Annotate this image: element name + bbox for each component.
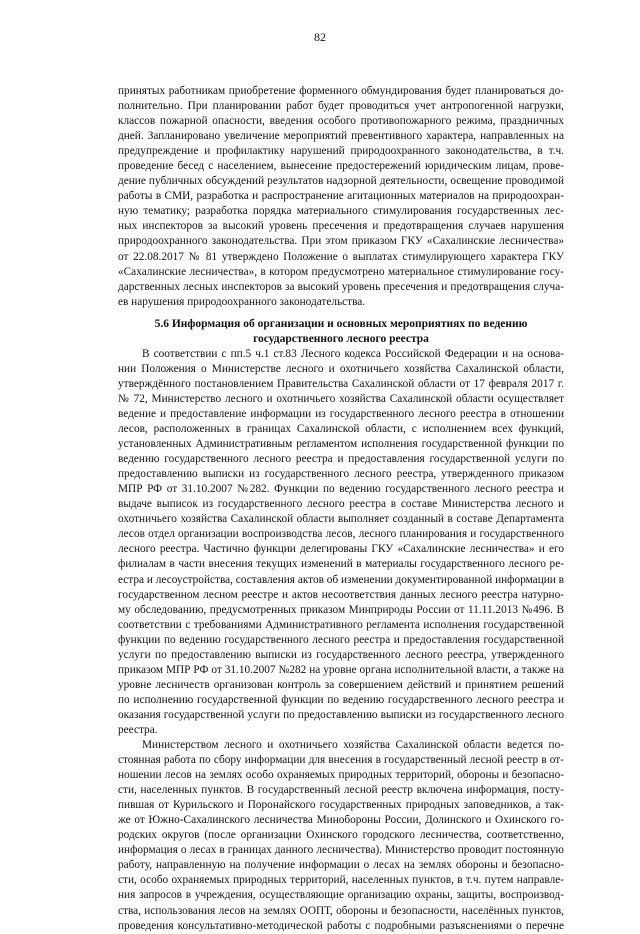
text-line: сти, особо охраняемых природных территорий, населенных пунктов, в т.ч. путем направле- — [118, 874, 564, 887]
text-line: проведения консультативно-методической работы с подробными разъяснениями о перечне — [118, 919, 564, 932]
text-line: лесов, расположенных в границах Сахалинской области, с исполнением всех функций, — [118, 423, 564, 436]
text-line: ных инспекторов за высокий уровень пресечения и предотвращения случаев нарушения — [118, 220, 564, 233]
text-line: функции по ведению государственного лесного реестра и предоставления государственной — [118, 633, 564, 646]
text-line: охотничьего хозяйства Сахалинской области выполняет созданный в составе Департамента — [118, 513, 564, 526]
text-line: дней. Запланировано увеличение мероприятий превентивного характера, направленных на — [118, 130, 564, 143]
heading-line: 5.6 Информация об организации и основных мероприятиях по ведению — [154, 317, 528, 330]
text-line: дение публичных обсуждений результатов надзорной деятельности, освещение проводимой — [118, 175, 564, 188]
text-line: ведение и предоставление информации из государственного лесного реестра в отношении — [118, 407, 564, 420]
text-line: приказом МПР РФ от 31.10.2007 №282 на уровне органа исполнительной власти, а также на — [118, 663, 564, 676]
text-line: работу, направленную на получение информации о лесах на землях обороны и безопасно- — [118, 859, 564, 872]
text-line: государственном лесном реестре и актов несоответствия данных лесного реестра натурно- — [118, 588, 564, 601]
text-line: соответствии с требованиями Административного регламента исполнения государственной — [118, 618, 564, 631]
text-line: нии Положения о Министерстве лесного и охотничьего хозяйства Сахалинской области, — [118, 362, 564, 375]
text-line: Министерством лесного и охотничьего хозяйства Сахалинской области ведется по- — [142, 739, 564, 752]
text-line: ношении лесов на землях особо охраняемых природных территорий, обороны и безопасно- — [118, 769, 564, 782]
text-line: стоянная работа по сбору информации для внесения в государственный лесной реестр в от- — [118, 754, 564, 767]
text-line: дарственных лесных инспекторов за высокий уровень пресечения и предотвращения случа- — [118, 280, 564, 293]
text-line: сти, населенных пунктов. В государственный лесной реестр включена информация, посту- — [118, 784, 564, 797]
text-line: му обследованию, предусмотренных приказом Минприроды России от 11.11.2013 №496. В — [118, 603, 564, 616]
text-line: реестра. — [118, 723, 158, 736]
text-line: «Сахалинские лесничества», в котором предусмотрено материальное стимулирование госу- — [118, 265, 564, 278]
text-line: лесного реестра. Частично функции делегированы ГКУ «Сахалинские лесничества» и его — [118, 543, 564, 556]
text-line: МПР РФ от 31.10.2007 №282. Функции по ведению государственного лесного реестра и — [118, 483, 564, 496]
heading-line: государственного лесного реестра — [253, 332, 429, 345]
text-line: выдаче выписок из государственного лесного реестра в составе Министерства лесного и — [118, 498, 564, 511]
text-line: по исполнению государственной функции по ведению государственного лесного реестра и — [118, 693, 564, 706]
text-line: ную тематику; разработка порядка материального стимулирования государственных лес- — [118, 205, 564, 218]
section-heading — [118, 317, 564, 347]
text-line: ства, использования лесов на землях ООПТ, обороны и безопасности, населённых пунктов, — [118, 904, 564, 917]
text-line: предупреждение и профилактику нарушений природоохранного законодательства, в т.ч. — [118, 145, 564, 158]
text-line: природоохранного законодательства. При этом приказом ГКУ «Сахалинские лесничества» — [118, 235, 564, 248]
text-line: утверждённого постановлением Правительства Сахалинской области от 17 февраля 2017 г. — [118, 377, 564, 390]
text-line: установленных Административным регламентом исполнения государственной функции по — [118, 438, 564, 451]
paragraph-2 — [118, 347, 564, 738]
text-line: предоставлению выписки из государственного лесного реестра, утвержденного приказом — [118, 468, 564, 481]
text-line: оказания государственной услуги по предоставлению выписки из государственного лесного — [118, 708, 564, 721]
text-line: от 22.08.2017 № 81 утверждено Положение о выплатах стимулирующего характера ГКУ — [118, 250, 564, 263]
text-line: ев нарушения природоохранного законодательства. — [118, 295, 366, 308]
text-line: филиалам в части внесения текущих изменений в материалы государственного лесного ре- — [118, 558, 564, 571]
text-line: полнительно. При планировании работ будет проводиться учет антропогенной нагрузки, — [118, 100, 564, 113]
text-line: естра и лесоустройства, составления актов об изменении документированной информации в — [118, 573, 564, 586]
text-line: ния запросов в учреждения, осуществляющие организацию охраны, защиты, воспроизвод- — [118, 889, 564, 902]
text-line: В соответствии с пп.5 ч.1 ст.83 Лесного кодекса Российской Федерации и на основа- — [142, 347, 564, 360]
text-line: принятых работникам приобретение форменного обмундирования будет планироваться до- — [118, 85, 564, 97]
text-line: информация о лесах в границах данного лесничества). Министерство проводит постоянную — [118, 844, 564, 857]
text-line: ведению государственного лесного реестра и предоставления государственной услуги по — [118, 453, 564, 466]
text-line: проведение бесед с населением, вынесение предостережений юридическим лицам, прове- — [118, 160, 564, 173]
body-text — [118, 84, 564, 934]
text-line: классов пожарной опасности, введения особого противопожарного режима, праздничных — [118, 115, 564, 128]
text-line: лесов отдел организации воспроизводства лесов, лесного планирования и государственного — [118, 528, 564, 541]
text-line: родских округов (после организации Охинского городского лесничества, соответственно, — [118, 829, 564, 842]
text-line: № 72, Министерство лесного и охотничьего хозяйства Сахалинской области осуществляет — [118, 392, 564, 405]
text-line: работы в СМИ, разработка и распространение агитационных материалов на природоохран- — [118, 190, 564, 203]
text-line: же от Южно-Сахалинского лесничества Минобороны России, Долинского и Охинского го- — [118, 814, 564, 827]
paragraph-3 — [118, 738, 564, 934]
text-line: услуги по предоставлению выписки из государственного лесного реестра, утвержденного — [118, 648, 564, 661]
page-number: 82 — [314, 30, 326, 44]
paragraph-1 — [118, 84, 564, 310]
text-line: уровне лесничеств организован контроль за совершением действий и принятием решений — [118, 678, 564, 691]
text-line: пившая от Курильского и Поронайского государственных природных заповедников, а так- — [118, 799, 564, 812]
